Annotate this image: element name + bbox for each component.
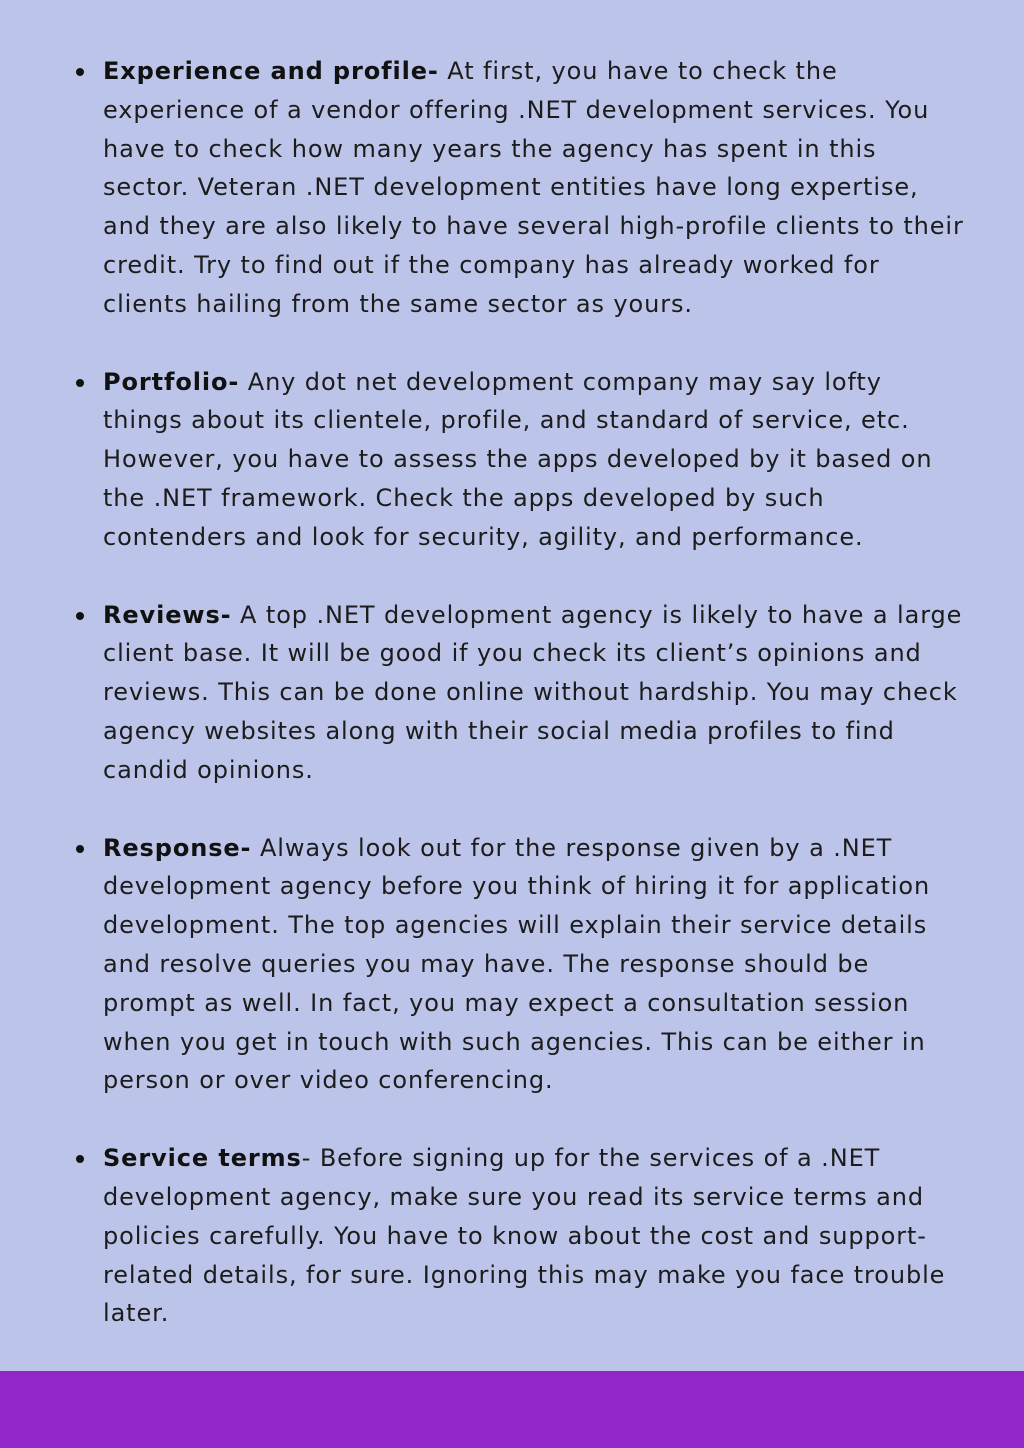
list-item-body: Any dot net development company may say lofty things about its clientele, profile, and standard of service, etc. However, you have to assess the apps developed by it based on the .NET framework. Check the apps developed by such contenders and look for security, agility, and performance. [103, 367, 933, 551]
bullet-icon [76, 612, 84, 620]
list-item-title: Experience and profile- [103, 57, 439, 85]
list-item-text [103, 1139, 966, 1333]
list-item-reviews [0, 596, 966, 790]
list-item-text [103, 829, 966, 1101]
list-item-service-terms [0, 1139, 966, 1333]
footer-bar [0, 1371, 1024, 1448]
list-item-body: At first, you have to check the experience of a vendor offering .NET development services. You have to check how many years the agency has spent in this sector. Veteran .NET development entities have long expertise, and they are also likely to have several high-profile clients to their credit. Try to find out if the company has already worked for clients hailing from the same sector as yours. [103, 57, 964, 318]
list-item-body: A top .NET development agency is likely to have a large client base. It will be good if you check its client’s opinions and reviews. This can be done online without hardship. You may check agency websites along with their social media profiles to find candid opinions. [103, 600, 963, 784]
list-item-text [103, 52, 966, 324]
bullet-icon [76, 1155, 84, 1163]
bullet-list [0, 52, 1024, 1372]
list-item-title: Response- [103, 833, 252, 862]
list-item-response [0, 829, 966, 1101]
bullet-icon [76, 68, 84, 76]
list-item-text [103, 596, 966, 790]
list-item-suffix: - [301, 1144, 320, 1173]
list-item-title: Reviews- [103, 600, 232, 629]
list-item-experience [0, 52, 966, 324]
bullet-icon [76, 845, 84, 853]
list-item-title: Portfolio- [103, 367, 240, 396]
bullet-icon [76, 379, 84, 387]
list-item-body: Always look out for the response given by a .NET development agency before you think of hiring it for application development. The top agencies will explain their service details and resolve queries you may have. The response should be prompt as well. In fact, you may expect a consultation session when you get in touch with such agencies. This can be either in person or over video conferencing. [103, 833, 931, 1095]
list-item-portfolio [0, 363, 966, 557]
list-item-body: Before signing up for the services of a .NET development agency, make sure you read its service terms and policies carefully. You have to know about the cost and support-related details, for sure. Ignoring this may make you face trouble later. [103, 1144, 946, 1328]
list-item-title: Service terms [103, 1144, 302, 1173]
list-item-text [103, 363, 966, 557]
